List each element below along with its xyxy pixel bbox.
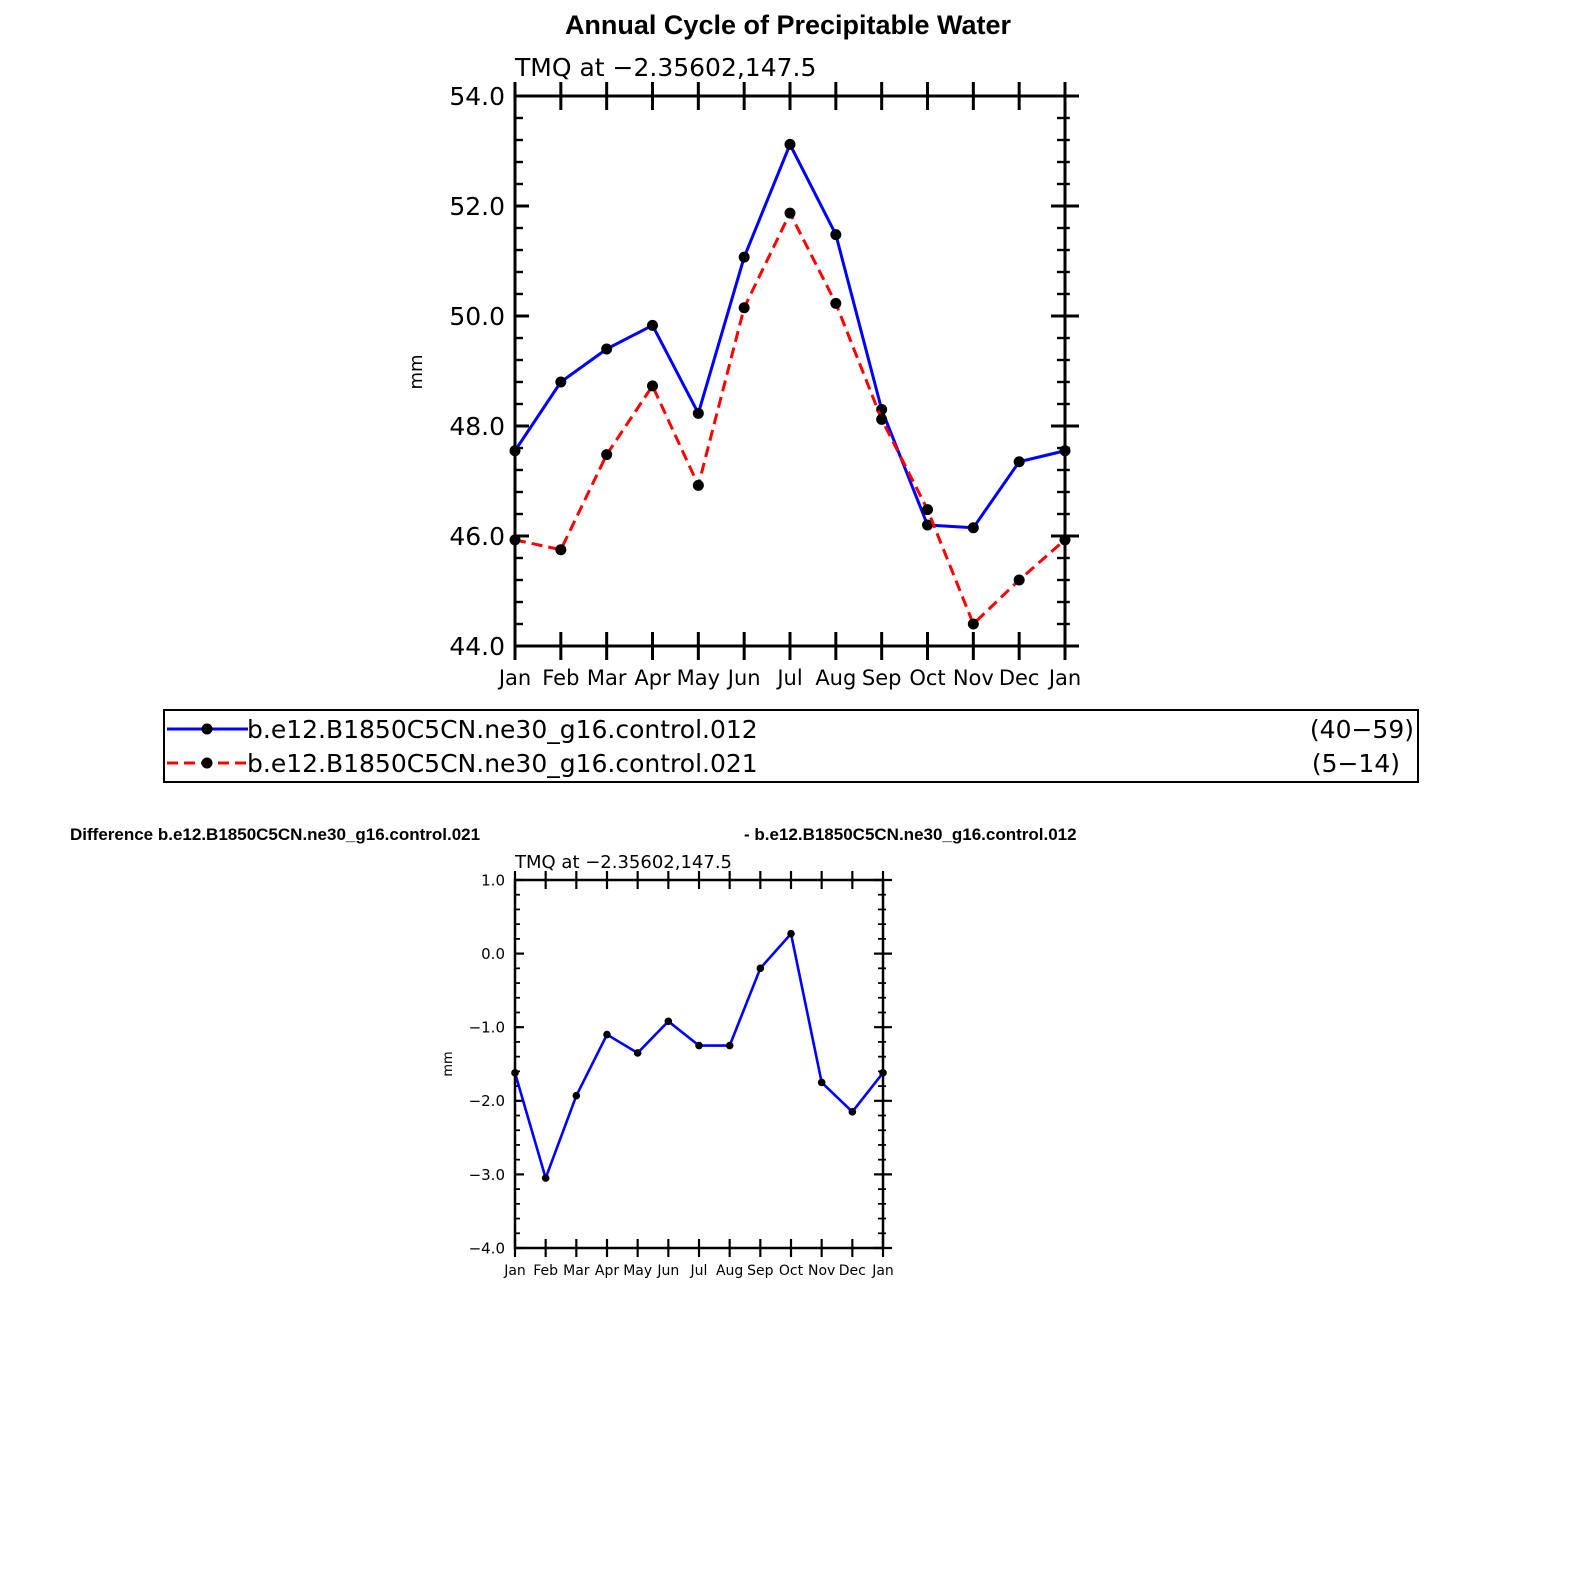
series-0-point xyxy=(757,965,765,973)
series-1-point xyxy=(785,208,796,219)
series-1-point xyxy=(1014,575,1025,586)
series-0-point xyxy=(601,344,612,355)
y-tick-label: 52.0 xyxy=(449,192,505,221)
legend xyxy=(164,710,1418,782)
top-chart xyxy=(406,53,1081,690)
legend-label-blue: b.e12.B1850C5CN.ne30_g16.control.012 xyxy=(247,715,758,744)
series-0-point xyxy=(1014,456,1025,467)
y-tick-label: −3.0 xyxy=(468,1165,505,1184)
top-chart-frame xyxy=(515,96,1065,646)
x-tick-label: Nov xyxy=(952,666,994,690)
y-tick-label: −2.0 xyxy=(468,1092,505,1111)
top-chart-ticks xyxy=(515,82,1079,660)
top-chart-subtitle: TMQ at −2.35602,147.5 xyxy=(515,53,817,82)
series-0-point xyxy=(787,930,795,938)
x-tick-label: May xyxy=(676,666,721,690)
x-tick-label: Oct xyxy=(909,666,946,690)
x-tick-label: Jan xyxy=(504,1263,526,1279)
x-tick-label: Aug xyxy=(715,1263,744,1279)
page-title: Annual Cycle of Precipitable Water xyxy=(564,10,1012,40)
series-1-point xyxy=(739,302,750,313)
x-tick-label: Apr xyxy=(594,1263,620,1279)
bottom-chart-ticks xyxy=(515,871,892,1257)
bottom-chart-title-right: - b.e12.B1850C5CN.ne30_g16.control.012 xyxy=(744,825,1077,844)
series-1-point xyxy=(922,504,933,515)
legend-years-red: (5−14) xyxy=(1311,749,1400,778)
y-tick-label: 46.0 xyxy=(449,522,505,551)
bottom-chart-ylabel: mm xyxy=(441,1051,456,1077)
series-1-point xyxy=(830,298,841,309)
x-tick-label: Feb xyxy=(542,666,580,690)
y-tick-label: 0.0 xyxy=(481,945,505,963)
bottom-chart-frame xyxy=(515,880,883,1248)
top-chart-x-tick-labels xyxy=(497,666,1081,690)
y-tick-label: −1.0 xyxy=(468,1018,505,1037)
x-tick-label: Sep xyxy=(747,1263,774,1279)
series-0-point xyxy=(693,408,704,419)
x-tick-label: Mar xyxy=(586,666,627,690)
series-line-0 xyxy=(515,144,1065,527)
x-tick-label: Jan xyxy=(1048,666,1082,690)
bottom-chart-subtitle: TMQ at −2.35602,147.5 xyxy=(515,852,732,873)
y-tick-label: 54.0 xyxy=(449,82,505,111)
series-0-point xyxy=(573,1092,581,1100)
series-0-point xyxy=(603,1031,611,1039)
series-1-point xyxy=(693,480,704,491)
top-chart-ylabel: mm xyxy=(406,354,427,390)
x-tick-label: Sep xyxy=(861,666,902,690)
x-tick-label: Jun xyxy=(657,1263,680,1279)
y-tick-label: 44.0 xyxy=(449,632,505,661)
series-0-point xyxy=(785,139,796,150)
series-1-point xyxy=(555,544,566,555)
y-tick-label: −4.0 xyxy=(468,1239,505,1258)
bottom-chart-x-tick-labels xyxy=(503,1263,894,1279)
top-chart-series xyxy=(510,139,1071,630)
x-tick-label: Dec xyxy=(998,666,1040,690)
series-1-point xyxy=(968,619,979,630)
series-0-point xyxy=(726,1042,734,1050)
x-tick-label: Apr xyxy=(634,666,671,690)
series-0-point xyxy=(542,1174,550,1182)
series-line-1 xyxy=(515,213,1065,624)
x-tick-label: Jul xyxy=(777,666,803,690)
series-1-point xyxy=(601,449,612,460)
bottom-chart-title-left: Difference b.e12.B1850C5CN.ne30_g16.control.021 xyxy=(70,825,481,844)
legend-entry-red xyxy=(167,749,1400,778)
series-line-0 xyxy=(515,934,883,1178)
top-chart-y-tick-labels xyxy=(449,82,505,661)
bottom-chart-series xyxy=(511,930,887,1182)
x-tick-label: Jan xyxy=(498,666,532,690)
x-tick-label: Dec xyxy=(838,1263,866,1279)
series-0-point xyxy=(555,377,566,388)
series-1-point xyxy=(647,380,658,391)
x-tick-label: Nov xyxy=(808,1263,836,1279)
y-tick-label: 48.0 xyxy=(449,412,505,441)
x-tick-label: Jan xyxy=(872,1263,894,1279)
series-0-point xyxy=(634,1049,642,1057)
legend-years-blue: (40−59) xyxy=(1309,715,1414,744)
series-0-point xyxy=(739,252,750,263)
series-0-point xyxy=(818,1079,826,1087)
x-tick-label: Aug xyxy=(815,666,857,690)
series-0-point xyxy=(647,320,658,331)
series-0-point xyxy=(665,1018,673,1026)
series-0-point xyxy=(849,1108,857,1116)
y-tick-label: 1.0 xyxy=(481,871,505,890)
bottom-chart xyxy=(70,825,1077,1279)
series-0-point xyxy=(968,522,979,533)
x-tick-label: Oct xyxy=(778,1263,804,1279)
bottom-chart-y-tick-labels xyxy=(469,871,505,1257)
x-tick-label: Feb xyxy=(533,1263,559,1279)
legend-marker-red xyxy=(202,758,213,769)
x-tick-label: Mar xyxy=(563,1263,590,1279)
legend-entry-blue xyxy=(167,715,1414,744)
x-tick-label: Jul xyxy=(690,1263,708,1279)
legend-marker-blue xyxy=(202,724,213,735)
x-tick-label: May xyxy=(623,1263,653,1279)
series-1-point xyxy=(876,414,887,425)
legend-label-red: b.e12.B1850C5CN.ne30_g16.control.021 xyxy=(247,749,758,778)
series-0-point xyxy=(830,229,841,240)
series-0-point xyxy=(695,1042,703,1050)
x-tick-label: Jun xyxy=(727,666,761,690)
y-tick-label: 50.0 xyxy=(449,302,505,331)
